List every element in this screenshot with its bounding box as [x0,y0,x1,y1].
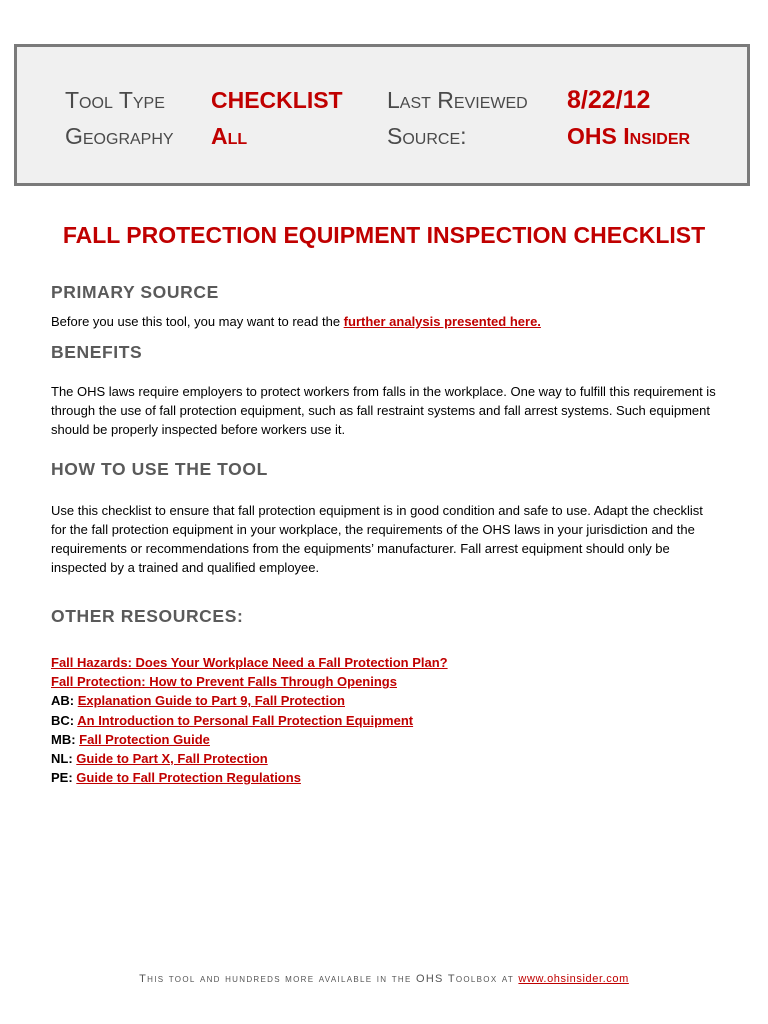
how-to-paragraph: Use this checklist to ensure that fall protection equipment is in good condition and safe to use. Adapt the checklist for the fall protection equipment in your workplace, the requirements of the OHS laws in your jurisdiction and the requirements or recommendations from the equipments’ manufacturer. Fall arrest equipment should only be inspected by a trained and qualified employee. [51,503,703,575]
tool-info-row-2 [17,123,747,153]
resource-link[interactable]: Guide to Fall Protection Regulations [76,770,301,786]
last-reviewed-value: 8/22/12 [567,86,651,114]
resource-link[interactable]: An Introduction to Personal Fall Protection Equipment [77,712,414,728]
geography-label: Geography [65,123,174,149]
tool-type-label: Tool Type [65,87,165,113]
tool-info-box [14,44,750,186]
document-title: FALL PROTECTION EQUIPMENT INSPECTION CHECKLIST [62,222,706,248]
resource-item [51,691,731,710]
resource-prefix: PE: [51,770,77,786]
further-analysis-link[interactable]: further analysis presented here. [343,314,541,329]
resource-item [51,730,731,749]
resource-link[interactable]: Fall Hazards: Does Your Workplace Need a Fall Protection Plan? [51,655,448,670]
tool-type-value: CHECKLIST [211,87,343,113]
resource-prefix: BC: [51,712,78,728]
source-value: OHS Insider [567,123,691,149]
resource-prefix: AB: [51,693,78,709]
resource-link[interactable]: Fall Protection: How to Prevent Falls Through Openings [51,674,397,690]
resource-prefix: MB: [51,731,80,747]
benefits-paragraph: The OHS laws require employers to protect workers from falls in the workplace. One way to fulfill this requirement is through the use of fall protection equipment, such as fall restraint systems and fall arrest systems. Such equipment should be properly inspected before workers use it. [51,384,716,437]
how-to-heading: HOW TO USE THE TOOL [51,459,268,479]
source-label: Source: [387,123,467,149]
last-reviewed-label: Last Reviewed [387,87,528,113]
resources-list [51,653,731,787]
primary-source-heading: PRIMARY SOURCE [51,282,219,302]
resource-link[interactable]: Fall Protection Guide [79,731,210,747]
other-resources-heading: OTHER RESOURCES: [51,606,244,626]
page-footer [0,973,768,985]
tool-info-row-1 [17,87,747,117]
primary-source-paragraph [51,312,721,331]
ohsinsider-website-link[interactable]: www.ohsinsider.com [518,973,629,985]
primary-source-text: Before you use this tool, you may want to read the [51,314,344,329]
resource-item [51,672,731,691]
resource-prefix: NL: [51,751,77,767]
footer-text: This tool and hundreds more available in the OHS Toolbox at [139,973,519,985]
benefits-heading: BENEFITS [51,342,143,362]
resource-link[interactable]: Guide to Part X, Fall Protection [76,751,268,767]
resource-item [51,749,731,768]
resource-item [51,653,731,672]
resource-link[interactable]: Explanation Guide to Part 9, Fall Protection [77,693,345,709]
geography-value: All [211,123,248,149]
resource-item [51,711,731,730]
resource-item [51,768,731,787]
